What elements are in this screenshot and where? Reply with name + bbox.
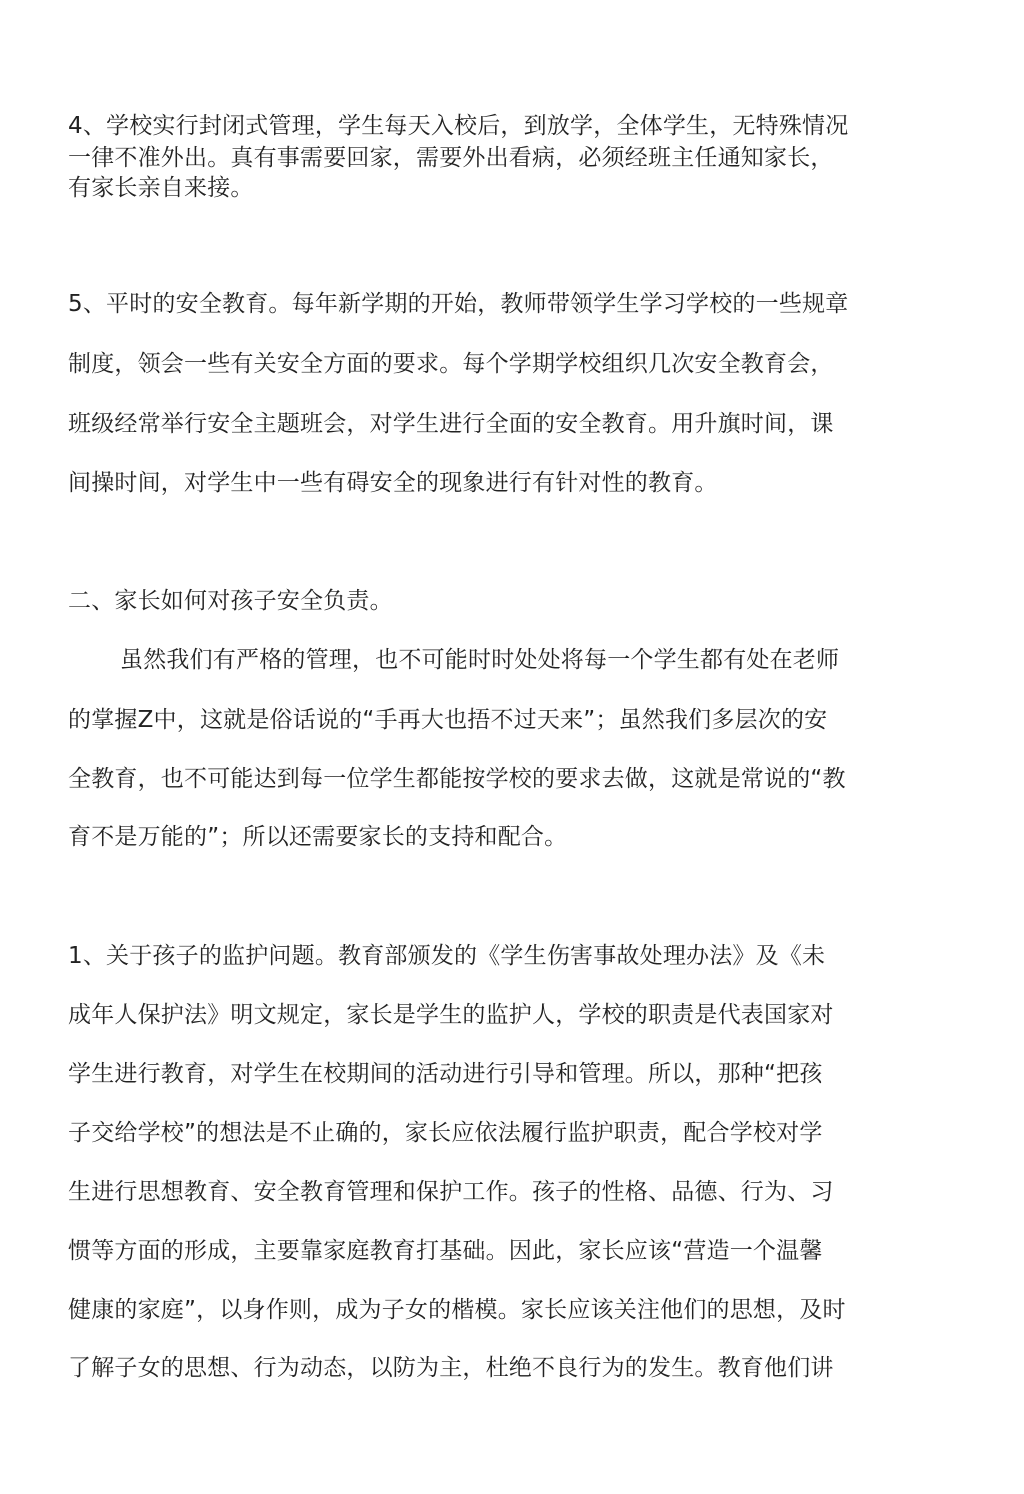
paragraph-4-line-2: 一律不准外出。真有事需要回家，需要外出看病，必须经班主任通知家长， bbox=[68, 145, 834, 171]
paragraph-5-line-2: 制度，领会一些有关安全方面的要求。每个学期学校组织几次安全教育会， bbox=[68, 351, 834, 377]
paragraph-1-line-4: 子交给学校”的想法是不止确的，家长应依法履行监护职责，配合学校对学 bbox=[68, 1120, 823, 1146]
paragraph-1-line-7: 健康的家庭”，以身作则，成为子女的楷模。家长应该关注他们的思想，及时 bbox=[68, 1297, 846, 1323]
section-2-heading: 二、家长如何对孩子安全负责。 bbox=[68, 588, 393, 614]
intro-line-2: 的掌握Z中，这就是俗话说的“手再大也捂不过天来”；虽然我们多层次的安 bbox=[68, 707, 828, 733]
paragraph-1-line-5: 生进行思想教育、安全教育管理和保护工作。孩子的性格、品德、行为、习 bbox=[68, 1179, 834, 1205]
paragraph-1-line-2: 成年人保护法》明文规定，家长是学生的监护人，学校的职责是代表国家对 bbox=[68, 1002, 834, 1028]
paragraph-5-line-1: 5、平时的安全教育。每年新学期的开始，教师带领学生学习学校的一些规章 bbox=[68, 291, 849, 317]
paragraph-5-line-3: 班级经常举行安全主题班会，对学生进行全面的安全教育。用升旗时间，课 bbox=[68, 411, 834, 437]
intro-line-1: 虽然我们有严格的管理，也不可能时时处处将每一个学生都有处在老师 bbox=[120, 647, 840, 673]
paragraph-4-line-3: 有家长亲自来接。 bbox=[68, 175, 254, 201]
paragraph-1-line-6: 惯等方面的形成，主要靠家庭教育打基础。因此，家长应该“营造一个温馨 bbox=[68, 1238, 823, 1264]
intro-line-3: 全教育，也不可能达到每一位学生都能按学校的要求去做，这就是常说的“教 bbox=[68, 766, 846, 792]
paragraph-4-line-1: 4、学校实行封闭式管理，学生每天入校后，到放学，全体学生，无特殊情况 bbox=[68, 113, 849, 139]
paragraph-5-line-4: 间操时间，对学生中一些有碍安全的现象进行有针对性的教育。 bbox=[68, 470, 718, 496]
paragraph-1-line-1: 1、关于孩子的监护问题。教育部颁发的《学生伤害事故处理办法》及《未 bbox=[68, 943, 826, 969]
paragraph-1-line-8: 了解子女的思想、行为动态，以防为主，杜绝不良行为的发生。教育他们讲 bbox=[68, 1355, 834, 1381]
intro-line-4: 育不是万能的”；所以还需要家长的支持和配合。 bbox=[68, 824, 568, 850]
paragraph-1-line-3: 学生进行教育，对学生在校期间的活动进行引导和管理。所以，那种“把孩 bbox=[68, 1061, 823, 1087]
